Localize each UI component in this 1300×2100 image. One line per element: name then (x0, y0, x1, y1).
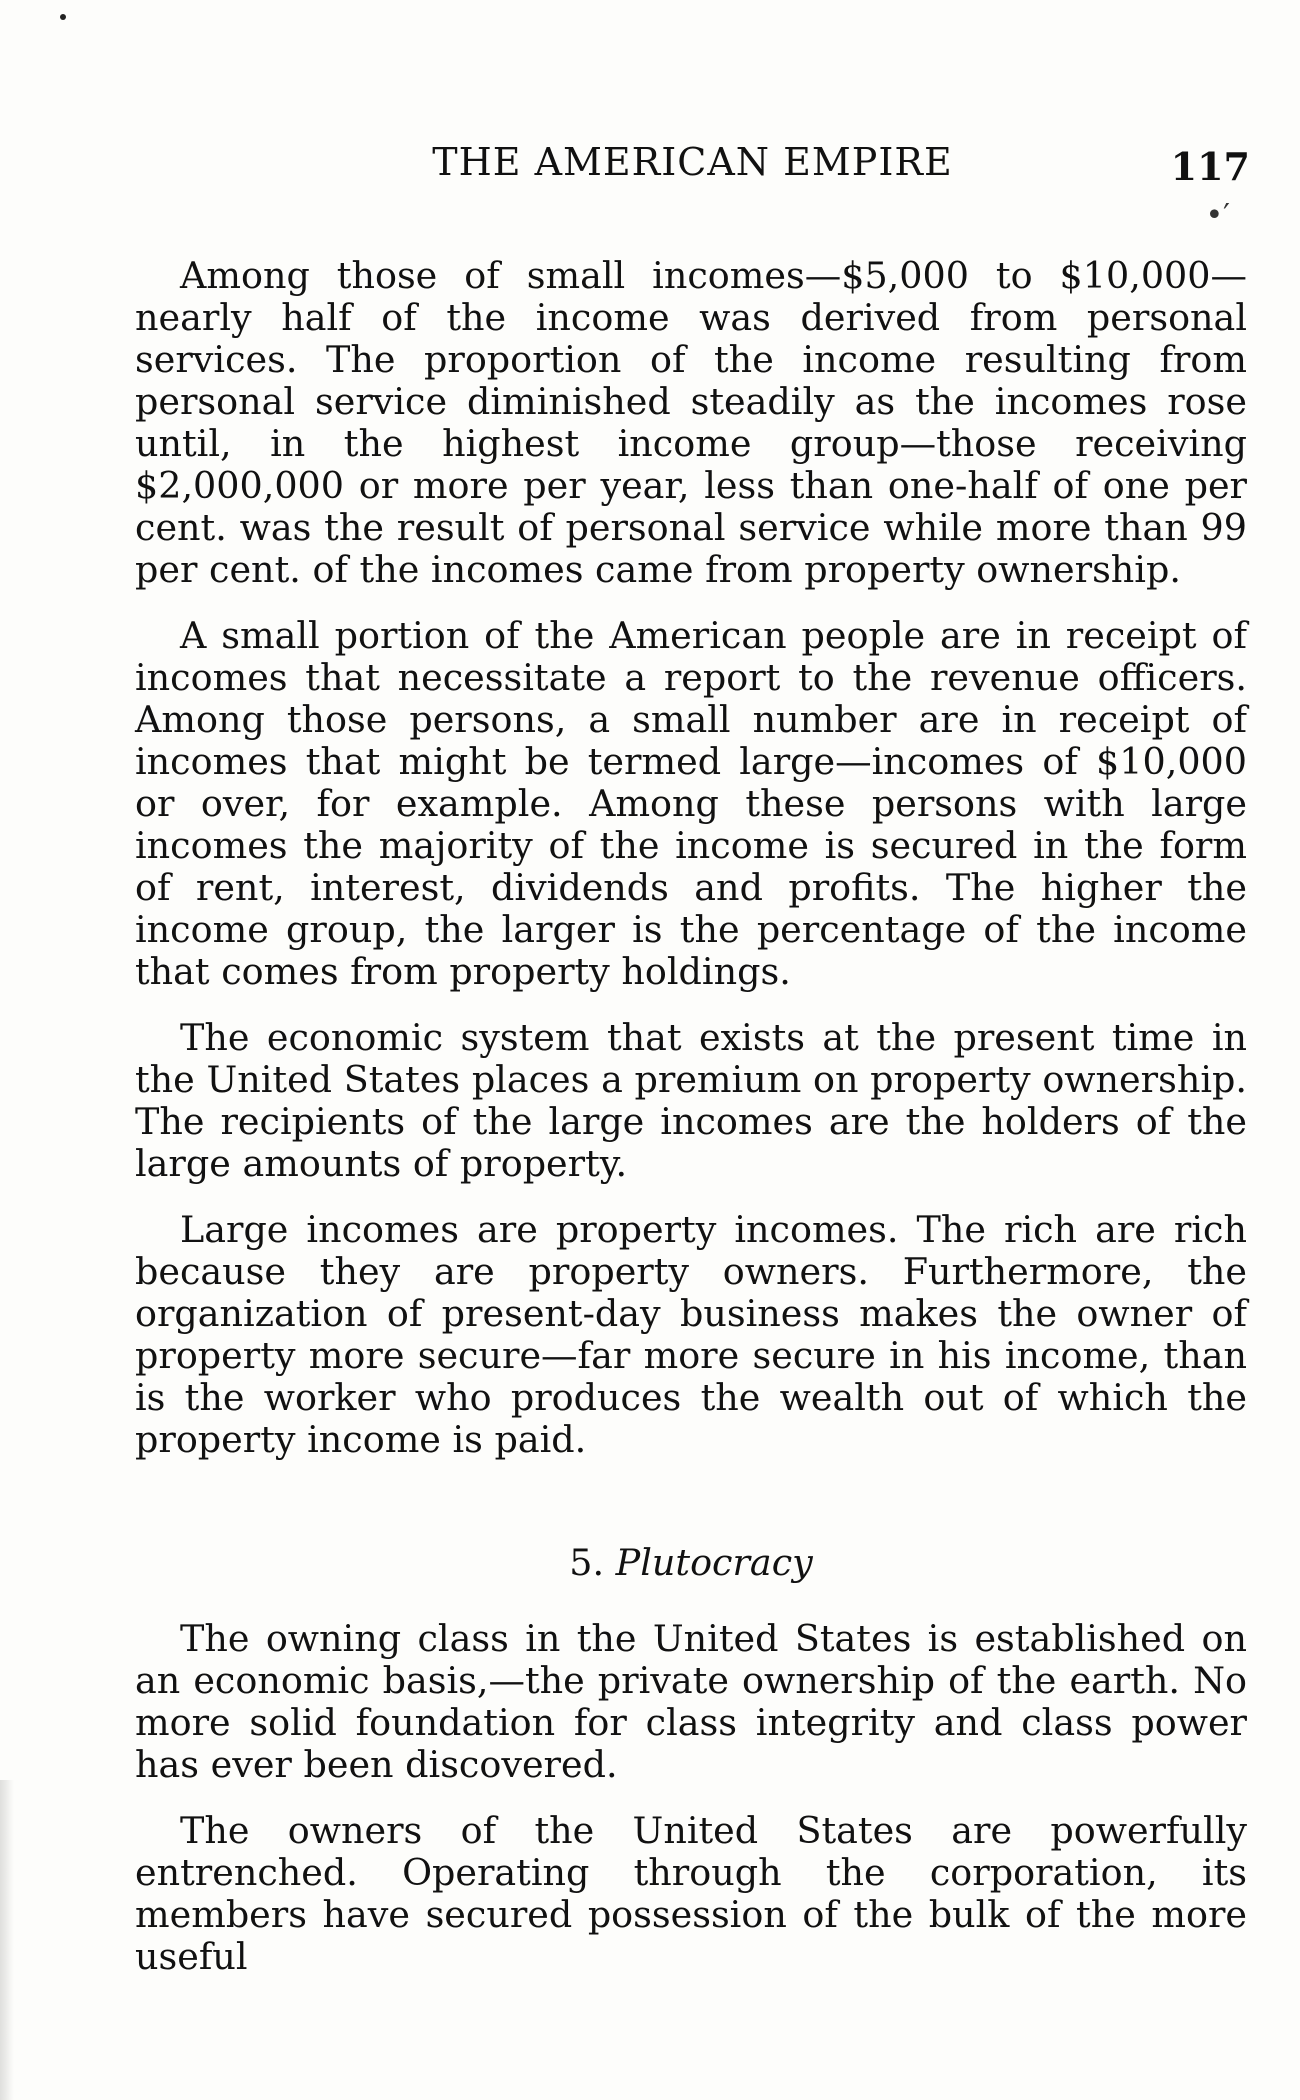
section-title: Plutocracy (615, 1541, 813, 1584)
pencil-mark-icon: •′ (1205, 198, 1230, 233)
paragraph-4: Large incomes are property incomes. The rich are rich because they are property owners. Furthermore, the organization of present-day business makes the owner of property more secure—far more secure in his income, than is the worker who produces the wealth out of which the property income is paid. (135, 1208, 1247, 1461)
page-header (135, 140, 1250, 233)
page-number: 117 (1170, 144, 1250, 189)
section-number: 5. (569, 1541, 605, 1584)
scan-speck (60, 14, 66, 20)
paragraph-3: The economic system that exists at the present time in the United States places a premium on property ownership. The recipients of the large incomes are the holders of the large amounts of property. (135, 1016, 1247, 1185)
body-text (135, 255, 1247, 2002)
section-paragraph-2: The owners of the United States are powerfully entrenched. Operating through the corporation, its members have secured possession of the bulk of the more useful (135, 1809, 1247, 1978)
section-heading (135, 1541, 1247, 1584)
running-title: THE AMERICAN EMPIRE (432, 140, 953, 184)
section-paragraph-1: The owning class in the United States is established on an economic basis,—the private ownership of the earth. No more solid foundation for class integrity and class power has ever been discovered. (135, 1617, 1247, 1786)
paragraph-1: Among those of small incomes—$5,000 to $10,000—nearly half of the income was derived from personal services. The proportion of the income resulting from personal service diminished steadily as the incomes rose until, in the highest income group—those receiving $2,000,000 or more per year, less than one-half of one per cent. was the result of personal service while more than 99 per cent. of the incomes came from property ownership. (135, 254, 1247, 591)
scan-edge-shadow (0, 1780, 14, 2100)
paragraph-2: A small portion of the American people are in receipt of incomes that necessitate a report to the revenue officers. Among those persons, a small number are in receipt of incomes that might be termed large—incomes of $10,000 or over, for example. Among these persons with large incomes the majority of the income is secured in the form of rent, interest, dividends and profits. The higher the income group, the larger is the percentage of the income that comes from property holdings. (135, 614, 1247, 993)
